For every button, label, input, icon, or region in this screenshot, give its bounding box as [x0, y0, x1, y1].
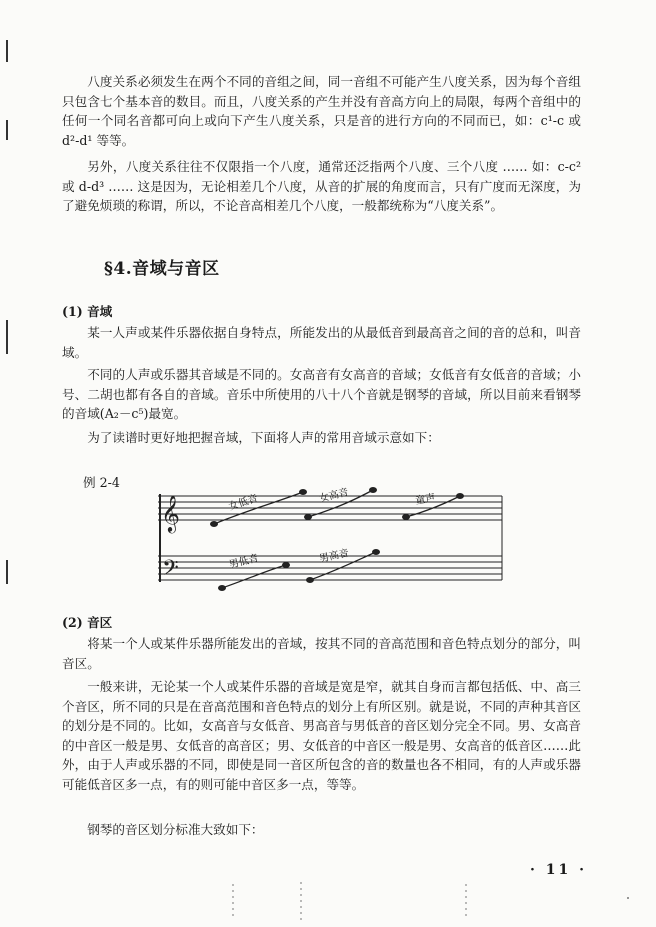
alto-low-note — [210, 521, 218, 527]
subsection-range-heading: (1) 音域 — [62, 304, 113, 319]
bass-high-note — [282, 562, 290, 568]
scan-noise-marks — [0, 880, 656, 927]
mezzo-label: 女高音 — [318, 486, 350, 505]
soprano-low-note — [402, 514, 410, 520]
alto-high-note — [299, 489, 307, 495]
bass-label: 男低音 — [228, 552, 260, 571]
paragraph-range-definition: 某一人声或某件乐器依据自身特点，所能发出的从最低音到最高音之间的音的总和，叫音域。 — [62, 325, 581, 360]
subsection-register-heading: (2) 音区 — [62, 615, 113, 630]
tenor-high-note — [372, 549, 380, 555]
mezzo-high-note — [369, 487, 377, 493]
example-label: 例 2-4 — [83, 475, 120, 490]
voice-range-staff — [148, 484, 506, 596]
tenor-low-note — [306, 577, 314, 583]
paragraph-range-difference: 不同的人声或乐器其音域是不同的。女高音有女高音的音域；女低音有女低音的音域；小号、二胡也都有各自的音域。音乐中所使用的八十八个音就是钢琴的音域，所以目前来看钢琴的音域(A₂－c⁵)最宽。 — [62, 367, 581, 422]
paragraph-range-intro: 为了读谱时更好地把握音域，下面将人声的常用音域示意如下： — [87, 430, 440, 445]
paragraph-register-definition: 将某一个人或某件乐器所能发出的音域，按其不同的音高范围和音色特点划分的部分，叫音区。 — [62, 636, 581, 671]
paragraph-register-detail: 一般来讲，无论某一个人或某件乐器的音域是宽是窄，就其自身而言都包括低、中、高三个音区，所不同的只是在音高范围和音色特点的划分上有所区别。就是说，不同的声种其音区的划分是不同的。比如，女高音与女低音、男高音与男低音的音区划分完全不同。男、女高音的中音区一般是男、女低音的高音区；男、女低音的中音区一般是男、女高音的低音区……此外，由于人声或乐器的不同，即使是同一音区所包含的音的数量也各不相同，有的人声或乐器可能低音区多一点，有的则可能中音区多一点，等等。 — [62, 679, 581, 792]
bass-clef-icon: 𝄢 — [162, 556, 179, 585]
alto-label: 女低音 — [227, 493, 260, 513]
paragraph-octave-rule: 八度关系必须发生在两个不同的音组之间，同一音组不可能产生八度关系，因为每个音组只包含七个基本音的数目。而且，八度关系的产生并没有音高方向上的局限，每两个音组中的任何一个同名音都可向上或向下产生八度关系，只是音的进行方向的不同而已，如：c¹-c 或 d²-d¹ 等等。 — [62, 74, 581, 148]
mezzo-low-note — [304, 514, 312, 520]
soprano-high-note — [456, 493, 464, 499]
tenor-label: 男高音 — [318, 547, 350, 565]
page-binding-edge — [6, 320, 8, 354]
page-number: · 11 · — [530, 862, 587, 878]
bass-low-note — [218, 585, 226, 591]
page-binding-edge — [6, 40, 8, 62]
page-binding-edge — [6, 560, 8, 584]
page-binding-edge — [6, 120, 8, 140]
paragraph-piano-intro: 钢琴的音区划分标准大致如下： — [87, 822, 264, 837]
soprano-label: 童声 — [414, 492, 437, 507]
treble-clef-icon: 𝄞 — [161, 495, 180, 531]
section-title: §4.音域与音区 — [104, 259, 220, 279]
paragraph-octave-extended: 另外，八度关系往往不仅限指一个八度，通常还泛指两个八度、三个八度 …… 如：c-c² 或 d-d³ …… 这是因为，无论相差几个八度，从音的扩展的角度而言，只有广度而无深度，为了避免烦琐的称谓，所以，不论音高相差几个八度，一般都统称为“八度关系”。 — [62, 159, 581, 214]
